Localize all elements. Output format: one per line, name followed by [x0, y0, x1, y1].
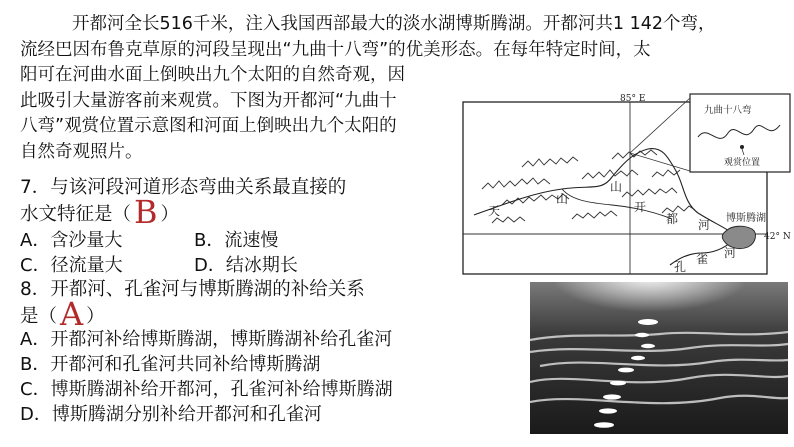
passage-line-4: 此吸引大量游客前来观赏。下图为开都河“九曲十: [20, 90, 397, 111]
tianshan-label-tian: 天: [488, 204, 501, 218]
q7-stem-line2: 水文特征是（B ）: [20, 193, 180, 231]
q8-stem-line2: 是（A ）: [20, 295, 105, 333]
kongque-label-kong: 孔: [674, 260, 687, 274]
passage-line-6: 自然奇观照片。: [20, 141, 143, 162]
q7-option-b: B．流速慢: [194, 230, 279, 251]
q8-stem-line1: 8．开都河、孔雀河与博斯腾湖的补给关系: [20, 279, 365, 300]
q8-option-b: B．开都河和孔雀河共同补给博斯腾湖: [20, 354, 321, 375]
view-label: 观赏位置: [724, 158, 761, 168]
mountain-label: 山: [610, 180, 623, 194]
q7-option-a: A．含沙量大: [20, 230, 123, 251]
nine-suns-photo: [530, 282, 788, 434]
kongque-label-he: 河: [724, 246, 737, 260]
passage-line-1: 开都河全长516千米，注入我国西部最大的淡水湖博斯腾湖。开都河共1 142个弯，: [72, 14, 716, 34]
passage-line-2: 流经巴因布鲁克草原的河段呈现出“九曲十八弯”的优美形态。在每年特定时间，太: [20, 39, 651, 60]
q8-option-d: D．博斯腾湖分别补给开都河和孔雀河: [20, 404, 322, 425]
kaidu-label-he: 河: [698, 218, 711, 232]
kaidu-label-du: 都: [666, 212, 679, 226]
location-map: [462, 93, 792, 279]
lake-label: 博斯腾湖: [726, 213, 766, 224]
q8-option-c: C．博斯腾湖补给开都河，孔雀河补给博斯腾湖: [20, 379, 393, 400]
lat-label: 42° N: [764, 232, 791, 242]
lon-label: 85° E: [620, 94, 646, 104]
kaidu-label-kai: 开: [634, 200, 647, 214]
q7-option-d: D．结冰期长: [194, 255, 298, 276]
q7-option-c: C．径流量大: [20, 255, 123, 276]
view-point-marker: [740, 145, 744, 149]
passage-line-5: 八弯”观赏位置示意图和河面上倒映出九个太阳的: [20, 116, 397, 136]
q8-option-a: A．开都河补给博斯腾湖，博斯腾湖补给孔雀河: [20, 329, 393, 350]
passage-line-3: 阳可在河曲水面上倒映出九个太阳的自然奇观，因: [20, 65, 405, 85]
q8-answer: A: [60, 295, 84, 333]
inset-title: 九曲十八弯: [704, 105, 752, 116]
kongque-label-que: 雀: [696, 252, 709, 266]
q7-answer: B: [134, 193, 158, 231]
tianshan-label-shan: 山: [556, 192, 569, 206]
q7-stem-line1: 7．与该河段河道形态弯曲关系最直接的: [20, 177, 347, 198]
